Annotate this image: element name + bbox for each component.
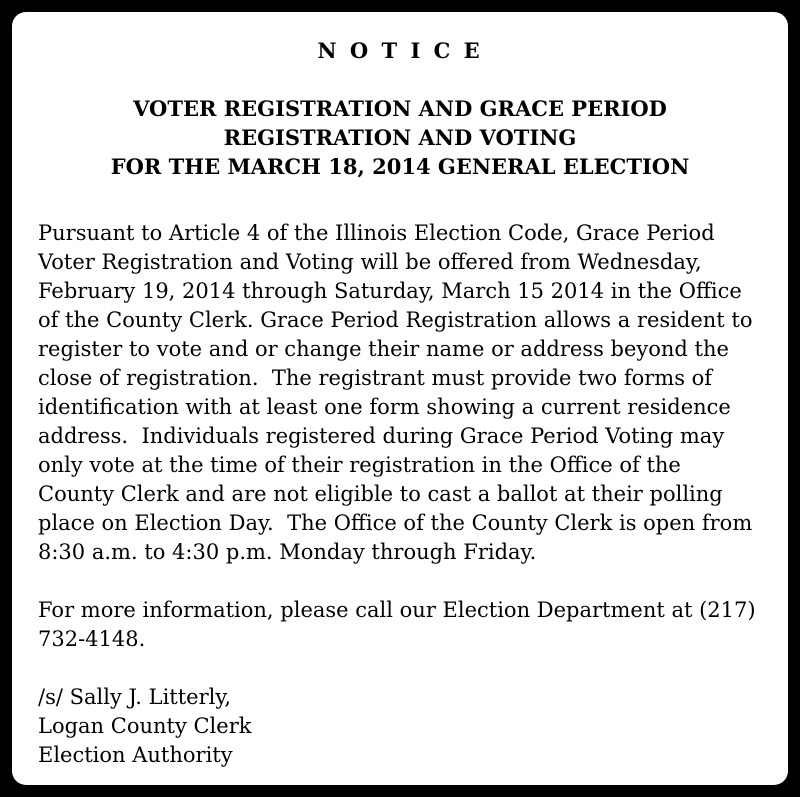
notice-title: N O T I C E <box>317 38 483 63</box>
signature-block <box>38 683 762 770</box>
heading-line-2: REGISTRATION AND VOTING <box>223 125 577 150</box>
signature-line-authority: Election Authority <box>38 743 233 767</box>
heading-line-3: FOR THE MARCH 18, 2014 GENERAL ELECTION <box>110 154 690 179</box>
body-paragraph: Pursuant to Article 4 of the Illinois Election Code, Grace Period Voter Registration and Voting will be offered from Wednesday, February 19, 2014 through Saturday, March 15 2014 in the Office of the County Clerk. Grace Period Registration allows a resident to register to vote and or change their name or address beyond the close of registration. The registrant must provide two forms of identification with at least one form showing a current residence address. Individuals registered during Grace Period Voting may only vote at the time of their registration in the Office of the County Clerk and are not eligible to cast a ballot at their polling place on Election Day. The Office of the County Clerk is open from 8:30 a.m. to 4:30 p.m. Monday through Friday. <box>38 221 760 564</box>
contact-paragraph: For more information, please call our Election Department at (217) 732-4148. <box>38 598 763 651</box>
signature-line-title: Logan County Clerk <box>38 714 252 738</box>
signature-line-name: /s/ Sally J. Litterly, <box>38 685 232 709</box>
notice-heading <box>38 94 762 181</box>
notice-sheet <box>12 12 788 785</box>
heading-line-1: VOTER REGISTRATION AND GRACE PERIOD <box>133 96 667 121</box>
